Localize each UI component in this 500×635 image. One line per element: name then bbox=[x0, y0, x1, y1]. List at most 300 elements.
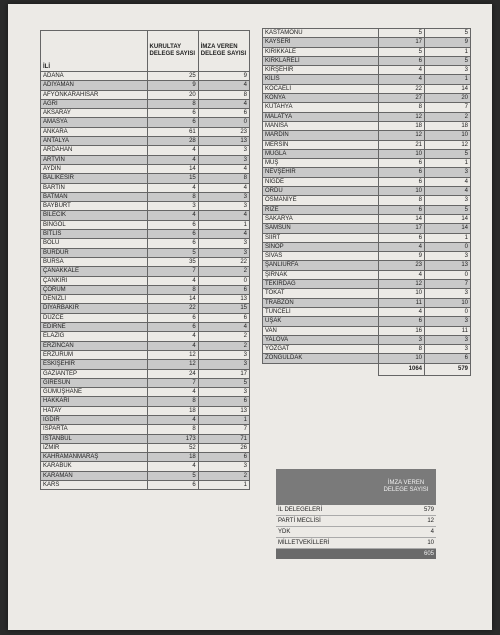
value-cell: 3 bbox=[425, 252, 471, 261]
value-cell: 1 bbox=[198, 481, 249, 490]
value-cell: 27 bbox=[379, 94, 425, 103]
table-row bbox=[41, 462, 250, 471]
row-label-cell: ANTALYA bbox=[41, 137, 148, 146]
value-cell: 4 bbox=[198, 99, 249, 108]
value-cell: 28 bbox=[147, 137, 198, 146]
value-cell: 14 bbox=[379, 214, 425, 223]
value-cell: 4 bbox=[147, 146, 198, 155]
value-cell: 13 bbox=[198, 137, 249, 146]
table-row bbox=[263, 354, 471, 363]
value-cell: 1 bbox=[425, 47, 471, 56]
value-cell: 23 bbox=[198, 127, 249, 136]
value-cell: 5 bbox=[379, 47, 425, 56]
value-cell: 5 bbox=[425, 56, 471, 65]
value-cell: 2 bbox=[198, 341, 249, 350]
row-label-cell: KAYSERİ bbox=[263, 38, 379, 47]
table-row bbox=[263, 317, 471, 326]
value-cell: 6 bbox=[147, 109, 198, 118]
value-cell: 26 bbox=[198, 443, 249, 452]
value-cell: 4 bbox=[425, 177, 471, 186]
value-cell: 3 bbox=[198, 360, 249, 369]
value-cell: 3 bbox=[425, 317, 471, 326]
row-label-cell: BURDUR bbox=[41, 248, 148, 257]
value-cell: 5 bbox=[425, 149, 471, 158]
table-row bbox=[263, 66, 471, 75]
grand-total-value: 605 bbox=[376, 549, 436, 560]
value-cell: 17 bbox=[198, 369, 249, 378]
table-row bbox=[41, 388, 250, 397]
value-cell: 173 bbox=[147, 434, 198, 443]
value-cell: 9 bbox=[379, 252, 425, 261]
row-label-cell: ANKARA bbox=[41, 127, 148, 136]
value-cell: 10 bbox=[379, 187, 425, 196]
table-row bbox=[263, 149, 471, 158]
value-cell: 3 bbox=[198, 155, 249, 164]
row-label-cell: BURSA bbox=[41, 257, 148, 266]
row-label-cell: GİRESUN bbox=[41, 378, 148, 387]
table-row bbox=[41, 146, 250, 155]
table-row bbox=[263, 307, 471, 316]
value-cell: 4 bbox=[198, 81, 249, 90]
row-label-cell: BAYBURT bbox=[41, 202, 148, 211]
value-cell: 14 bbox=[425, 224, 471, 233]
table-row bbox=[41, 350, 250, 359]
value-cell: 4 bbox=[147, 462, 198, 471]
row-label-cell: BARTIN bbox=[41, 183, 148, 192]
row-label-cell: AMASYA bbox=[41, 118, 148, 127]
table-row bbox=[41, 285, 250, 294]
row-label-cell: MERSİN bbox=[263, 140, 379, 149]
row-label-cell: MANİSA bbox=[263, 121, 379, 130]
row-label-cell: UŞAK bbox=[263, 317, 379, 326]
table-row bbox=[41, 453, 250, 462]
value-cell: 7 bbox=[198, 425, 249, 434]
row-label-cell: BALIKESİR bbox=[41, 174, 148, 183]
value-cell: 0 bbox=[425, 270, 471, 279]
table-row bbox=[41, 202, 250, 211]
table-row bbox=[41, 257, 250, 266]
row-label-cell: KAHRAMANMARAŞ bbox=[41, 453, 148, 462]
value-cell: 22 bbox=[379, 84, 425, 93]
table-row bbox=[263, 205, 471, 214]
value-cell: 6 bbox=[198, 453, 249, 462]
total-signing-delegates: 579 bbox=[425, 363, 471, 375]
table-row bbox=[263, 345, 471, 354]
value-cell: 22 bbox=[198, 257, 249, 266]
row-label-cell: HAKKARİ bbox=[41, 397, 148, 406]
value-cell: 5 bbox=[147, 471, 198, 480]
row-label-cell: KARABÜK bbox=[41, 462, 148, 471]
value-cell: 2 bbox=[425, 112, 471, 121]
row-label-cell: AFYONKARAHİSAR bbox=[41, 90, 148, 99]
row-label-cell: TUNCELİ bbox=[263, 307, 379, 316]
row-label-cell: SİVAS bbox=[263, 252, 379, 261]
row-label-cell: EDİRNE bbox=[41, 323, 148, 332]
row-label-cell: ISPARTA bbox=[41, 425, 148, 434]
value-cell: 3 bbox=[198, 462, 249, 471]
total-row bbox=[263, 363, 471, 375]
value-cell: 4 bbox=[425, 187, 471, 196]
table-row bbox=[41, 481, 250, 490]
value-cell: 11 bbox=[379, 298, 425, 307]
table-row bbox=[263, 103, 471, 112]
value-cell: 7 bbox=[425, 103, 471, 112]
value-cell: 4 bbox=[379, 307, 425, 316]
value-cell: 12 bbox=[425, 140, 471, 149]
row-label-cell: ERZURUM bbox=[41, 350, 148, 359]
value-cell: 3 bbox=[379, 335, 425, 344]
table-header-row bbox=[41, 31, 250, 72]
row-label-cell: BİNGÖL bbox=[41, 220, 148, 229]
value-cell: 8 bbox=[147, 285, 198, 294]
value-cell: 14 bbox=[425, 84, 471, 93]
value-cell: 8 bbox=[147, 397, 198, 406]
table-row bbox=[276, 538, 436, 549]
row-label-cell: MALATYA bbox=[263, 112, 379, 121]
value-cell: 6 bbox=[147, 118, 198, 127]
table-row bbox=[41, 443, 250, 452]
value-cell: 12 bbox=[147, 350, 198, 359]
value-cell: 12 bbox=[379, 112, 425, 121]
row-label-cell: KİLİS bbox=[263, 75, 379, 84]
value-cell: 13 bbox=[425, 261, 471, 270]
table-row bbox=[276, 505, 436, 516]
value-cell: 6 bbox=[198, 397, 249, 406]
table-row bbox=[263, 326, 471, 335]
value-cell: 2 bbox=[198, 471, 249, 480]
table-row bbox=[41, 406, 250, 415]
value-cell: 6 bbox=[379, 56, 425, 65]
value-cell: 579 bbox=[376, 505, 436, 516]
value-cell: 9 bbox=[147, 81, 198, 90]
value-cell: 3 bbox=[425, 66, 471, 75]
row-label-cell: KASTAMONU bbox=[263, 29, 379, 38]
row-label-cell: ŞANLIURFA bbox=[263, 261, 379, 270]
total-label-cell bbox=[263, 363, 379, 375]
row-label-cell: İL DELEGELERİ bbox=[276, 505, 376, 516]
row-label-cell: NEVŞEHİR bbox=[263, 168, 379, 177]
summary-grand-total-row bbox=[276, 549, 436, 560]
row-label-cell: KARAMAN bbox=[41, 471, 148, 480]
table-row bbox=[263, 84, 471, 93]
row-label-cell: KONYA bbox=[263, 94, 379, 103]
value-cell: 3 bbox=[425, 196, 471, 205]
row-label-cell: DENİZLİ bbox=[41, 295, 148, 304]
value-cell: 5 bbox=[425, 205, 471, 214]
value-cell: 1 bbox=[198, 220, 249, 229]
value-cell: 6 bbox=[198, 313, 249, 322]
table-row bbox=[41, 341, 250, 350]
value-cell: 18 bbox=[147, 453, 198, 462]
table-row bbox=[263, 289, 471, 298]
table-row bbox=[41, 239, 250, 248]
value-cell: 4 bbox=[198, 230, 249, 239]
row-label-cell: IĞDIR bbox=[41, 415, 148, 424]
row-label-cell: YOZGAT bbox=[263, 345, 379, 354]
value-cell: 10 bbox=[425, 298, 471, 307]
row-label-cell: TOKAT bbox=[263, 289, 379, 298]
row-label-cell: ÇORUM bbox=[41, 285, 148, 294]
row-label-cell: ESKİŞEHİR bbox=[41, 360, 148, 369]
row-label-cell: İZMİR bbox=[41, 443, 148, 452]
table-row bbox=[41, 99, 250, 108]
value-cell: 5 bbox=[379, 29, 425, 38]
value-cell: 4 bbox=[147, 183, 198, 192]
row-label-cell: AYDIN bbox=[41, 164, 148, 173]
row-label-cell: SİİRT bbox=[263, 233, 379, 242]
row-label-cell: HATAY bbox=[41, 406, 148, 415]
row-label-cell: GÜMÜŞHANE bbox=[41, 388, 148, 397]
row-label-cell: ERZİNCAN bbox=[41, 341, 148, 350]
value-cell: 8 bbox=[147, 99, 198, 108]
table-row bbox=[41, 323, 250, 332]
value-cell: 1 bbox=[425, 233, 471, 242]
row-label-cell: PARTİ MECLİSİ bbox=[276, 516, 376, 527]
table-row bbox=[263, 38, 471, 47]
summary-body bbox=[276, 505, 436, 549]
table-row bbox=[263, 280, 471, 289]
value-cell: 15 bbox=[147, 174, 198, 183]
table-row bbox=[263, 94, 471, 103]
table-row bbox=[263, 56, 471, 65]
value-cell: 14 bbox=[425, 214, 471, 223]
value-cell: 3 bbox=[425, 335, 471, 344]
value-cell: 4 bbox=[147, 388, 198, 397]
value-cell: 4 bbox=[198, 211, 249, 220]
table-row bbox=[263, 75, 471, 84]
table-row bbox=[41, 118, 250, 127]
summary-header-blank bbox=[276, 469, 376, 505]
row-label-cell: DÜZCE bbox=[41, 313, 148, 322]
value-cell: 15 bbox=[198, 304, 249, 313]
value-cell: 4 bbox=[379, 75, 425, 84]
value-cell: 8 bbox=[379, 103, 425, 112]
table-row bbox=[263, 196, 471, 205]
table-row bbox=[41, 137, 250, 146]
table-row bbox=[41, 183, 250, 192]
table-row bbox=[41, 127, 250, 136]
value-cell: 10 bbox=[376, 538, 436, 549]
value-cell: 1 bbox=[425, 159, 471, 168]
table-row bbox=[41, 267, 250, 276]
value-cell: 18 bbox=[379, 121, 425, 130]
value-cell: 3 bbox=[425, 168, 471, 177]
row-label-cell: KOCAELİ bbox=[263, 84, 379, 93]
row-label-cell: ADANA bbox=[41, 72, 148, 81]
value-cell: 12 bbox=[379, 131, 425, 140]
value-cell: 14 bbox=[147, 295, 198, 304]
value-cell: 3 bbox=[198, 248, 249, 257]
header-congress-delegates: KURULTAY DELEGE SAYISI bbox=[147, 31, 198, 72]
table-row bbox=[41, 192, 250, 201]
value-cell: 5 bbox=[425, 29, 471, 38]
value-cell: 8 bbox=[147, 192, 198, 201]
value-cell: 3 bbox=[198, 146, 249, 155]
value-cell: 0 bbox=[425, 242, 471, 251]
table-row bbox=[263, 261, 471, 270]
table-row bbox=[41, 415, 250, 424]
value-cell: 61 bbox=[147, 127, 198, 136]
total-congress-delegates: 1064 bbox=[379, 363, 425, 375]
row-label-cell: YALOVA bbox=[263, 335, 379, 344]
value-cell: 4 bbox=[147, 415, 198, 424]
value-cell: 4 bbox=[379, 66, 425, 75]
value-cell: 8 bbox=[198, 174, 249, 183]
value-cell: 35 bbox=[147, 257, 198, 266]
value-cell: 22 bbox=[147, 304, 198, 313]
row-label-cell: ARTVİN bbox=[41, 155, 148, 164]
table-row bbox=[263, 298, 471, 307]
table-row bbox=[41, 81, 250, 90]
value-cell: 2 bbox=[198, 332, 249, 341]
table-row bbox=[263, 233, 471, 242]
row-label-cell: BATMAN bbox=[41, 192, 148, 201]
row-label-cell: VAN bbox=[263, 326, 379, 335]
table-row bbox=[41, 230, 250, 239]
value-cell: 3 bbox=[425, 345, 471, 354]
table-row bbox=[263, 121, 471, 130]
table-row bbox=[263, 168, 471, 177]
value-cell: 71 bbox=[198, 434, 249, 443]
row-label-cell: KIRKLARELİ bbox=[263, 56, 379, 65]
table-row bbox=[41, 155, 250, 164]
value-cell: 4 bbox=[379, 242, 425, 251]
row-label-cell: BİLECİK bbox=[41, 211, 148, 220]
table-row bbox=[41, 397, 250, 406]
value-cell: 8 bbox=[198, 90, 249, 99]
value-cell: 3 bbox=[198, 239, 249, 248]
table-row bbox=[263, 47, 471, 56]
value-cell: 18 bbox=[147, 406, 198, 415]
value-cell: 6 bbox=[147, 323, 198, 332]
row-label-cell: KARS bbox=[41, 481, 148, 490]
value-cell: 9 bbox=[198, 72, 249, 81]
table-row bbox=[263, 112, 471, 121]
left-table-body bbox=[41, 72, 250, 490]
value-cell: 4 bbox=[147, 332, 198, 341]
value-cell: 52 bbox=[147, 443, 198, 452]
row-label-cell: BİTLİS bbox=[41, 230, 148, 239]
value-cell: 4 bbox=[147, 276, 198, 285]
table-row bbox=[41, 332, 250, 341]
table-row bbox=[263, 140, 471, 149]
table-row bbox=[263, 224, 471, 233]
value-cell: 6 bbox=[198, 109, 249, 118]
value-cell: 3 bbox=[198, 350, 249, 359]
table-row bbox=[41, 72, 250, 81]
value-cell: 6 bbox=[425, 354, 471, 363]
row-label-cell: SİNOP bbox=[263, 242, 379, 251]
value-cell: 5 bbox=[198, 378, 249, 387]
value-cell: 4 bbox=[198, 183, 249, 192]
summary-header-row bbox=[276, 469, 436, 505]
row-label-cell: OSMANİYE bbox=[263, 196, 379, 205]
value-cell: 1 bbox=[198, 415, 249, 424]
value-cell: 6 bbox=[379, 177, 425, 186]
value-cell: 10 bbox=[425, 131, 471, 140]
table-row bbox=[263, 335, 471, 344]
value-cell: 6 bbox=[147, 230, 198, 239]
table-row bbox=[41, 248, 250, 257]
value-cell: 4 bbox=[147, 155, 198, 164]
value-cell: 18 bbox=[425, 121, 471, 130]
table-row bbox=[41, 164, 250, 173]
table-row bbox=[276, 527, 436, 538]
value-cell: 4 bbox=[147, 211, 198, 220]
value-cell: 10 bbox=[379, 289, 425, 298]
value-cell: 4 bbox=[376, 527, 436, 538]
value-cell: 0 bbox=[198, 276, 249, 285]
value-cell: 7 bbox=[147, 267, 198, 276]
table-row bbox=[41, 425, 250, 434]
row-label-cell: ŞIRNAK bbox=[263, 270, 379, 279]
table-row bbox=[263, 252, 471, 261]
value-cell: 21 bbox=[379, 140, 425, 149]
value-cell: 1 bbox=[425, 75, 471, 84]
row-label-cell: ARDAHAN bbox=[41, 146, 148, 155]
value-cell: 8 bbox=[147, 425, 198, 434]
table-row bbox=[41, 378, 250, 387]
table-row bbox=[41, 90, 250, 99]
table-row bbox=[263, 131, 471, 140]
row-label-cell: ORDU bbox=[263, 187, 379, 196]
right-table-body bbox=[263, 29, 471, 364]
table-row bbox=[41, 220, 250, 229]
row-label-cell: KIRIKKALE bbox=[263, 47, 379, 56]
value-cell: 13 bbox=[198, 406, 249, 415]
row-label-cell: TEKİRDAĞ bbox=[263, 280, 379, 289]
row-label-cell: MARDİN bbox=[263, 131, 379, 140]
value-cell: 6 bbox=[147, 239, 198, 248]
table-row bbox=[41, 174, 250, 183]
table-row bbox=[41, 471, 250, 480]
row-label-cell: ADIYAMAN bbox=[41, 81, 148, 90]
table-row bbox=[263, 177, 471, 186]
table-row bbox=[41, 369, 250, 378]
value-cell: 6 bbox=[379, 168, 425, 177]
row-label-cell: KÜTAHYA bbox=[263, 103, 379, 112]
row-label-cell: İSTANBUL bbox=[41, 434, 148, 443]
value-cell: 0 bbox=[198, 118, 249, 127]
header-province: İLİ bbox=[41, 31, 148, 72]
header-signing-delegates: İMZA VEREN DELEGE SAYISI bbox=[198, 31, 249, 72]
value-cell: 6 bbox=[379, 233, 425, 242]
value-cell: 11 bbox=[425, 326, 471, 335]
table-row bbox=[41, 434, 250, 443]
table-row bbox=[263, 214, 471, 223]
row-label-cell: DİYARBAKIR bbox=[41, 304, 148, 313]
delegates-table-right bbox=[262, 28, 471, 376]
row-label-cell: GAZİANTEP bbox=[41, 369, 148, 378]
value-cell: 6 bbox=[379, 205, 425, 214]
row-label-cell: RİZE bbox=[263, 205, 379, 214]
value-cell: 24 bbox=[147, 369, 198, 378]
value-cell: 3 bbox=[198, 202, 249, 211]
value-cell: 8 bbox=[379, 196, 425, 205]
value-cell: 13 bbox=[198, 295, 249, 304]
value-cell: 20 bbox=[425, 94, 471, 103]
delegates-table-left bbox=[40, 30, 250, 490]
value-cell: 23 bbox=[379, 261, 425, 270]
row-label-cell: ZONGULDAK bbox=[263, 354, 379, 363]
row-label-cell: ÇANAKKALE bbox=[41, 267, 148, 276]
table-row bbox=[263, 29, 471, 38]
table-row bbox=[41, 109, 250, 118]
row-label-cell: SAKARYA bbox=[263, 214, 379, 223]
table-row bbox=[263, 159, 471, 168]
value-cell: 4 bbox=[147, 341, 198, 350]
value-cell: 12 bbox=[376, 516, 436, 527]
